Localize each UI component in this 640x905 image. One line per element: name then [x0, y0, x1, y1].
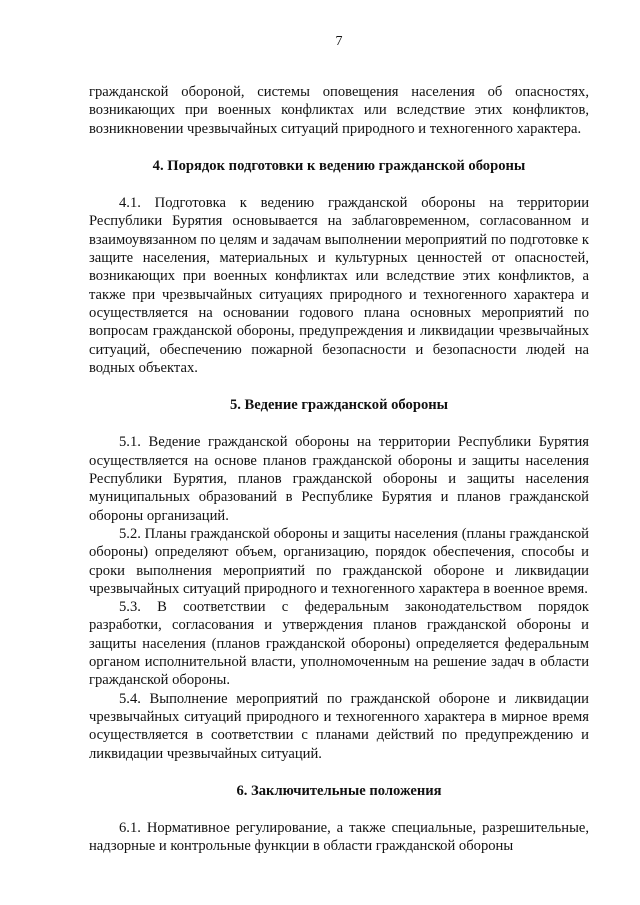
paragraph-5-1: 5.1. Ведение гражданской обороны на территории Республики Бурятия осуществляется на основе планов гражданской обороны и защиты населения Республики Бурятия, планов гражданской обороны и защиты населения муниципальных образований в Республике Бурятия и планов гражданской обороны организаций. [89, 434, 589, 524]
paragraph-6-1: 6.1. Нормативное регулирование, а также специальные, разрешительные, надзорные и контрольные функции в области гражданской обороны [89, 820, 589, 855]
section-heading-6: 6. Заключительные положения [236, 782, 442, 799]
paragraph-5-3: 5.3. В соответствии с федеральным законодательством порядок разработки, согласования и утверждения планов гражданской обороны и защиты населения (планов гражданской обороны) определяется федеральным органом исполнительной власти, уполномоченным на решение задач в области гражданской обороны. [89, 599, 589, 689]
page-number: 7 [335, 34, 343, 49]
section-heading-4: 4. Порядок подготовки к ведению гражданской обороны [152, 157, 526, 174]
document-page [89, 33, 589, 856]
paragraph-4-1: 4.1. Подготовка к ведению гражданской обороны на территории Республики Бурятия основывается на заблаговременном, согласованном и взаимоувязанном по целям и задачам выполнении мероприятий по подготовке к защите населения, материальных и культурных ценностей от опасностей, возникающих при военных конфликтах или вследствие этих конфликтов, а также при чрезвычайных ситуациях природного и техногенного характера и осуществляется на основании годового плана основных мероприятий по вопросам гражданской обороны, предупреждения и ликвидации чрезвычайных ситуаций, обеспечению пожарной безопасности и безопасности людей на водных объектах. [89, 195, 589, 376]
paragraph-5-2: 5.2. Планы гражданской обороны и защиты населения (планы гражданской обороны) определяют объем, организацию, порядок обеспечения, способы и сроки выполнения мероприятий по гражданской обороне и ликвидации чрезвычайных ситуаций природного и техногенного характера в военное время. [89, 525, 589, 597]
intro-paragraph: гражданской обороной, системы оповещения населения об опасностях, возникающих при военных конфликтах или вследствие этих конфликтов, возникновении чрезвычайных ситуаций природного и техногенного характера. [89, 84, 589, 137]
paragraph-5-4: 5.4. Выполнение мероприятий по гражданской обороне и ликвидации чрезвычайных ситуаций природного и техногенного характера в мирное время осуществляется в соответствии с планами действий по предупреждению и ликвидации чрезвычайных ситуаций. [89, 690, 589, 762]
section-heading-5: 5. Ведение гражданской обороны [229, 397, 449, 414]
